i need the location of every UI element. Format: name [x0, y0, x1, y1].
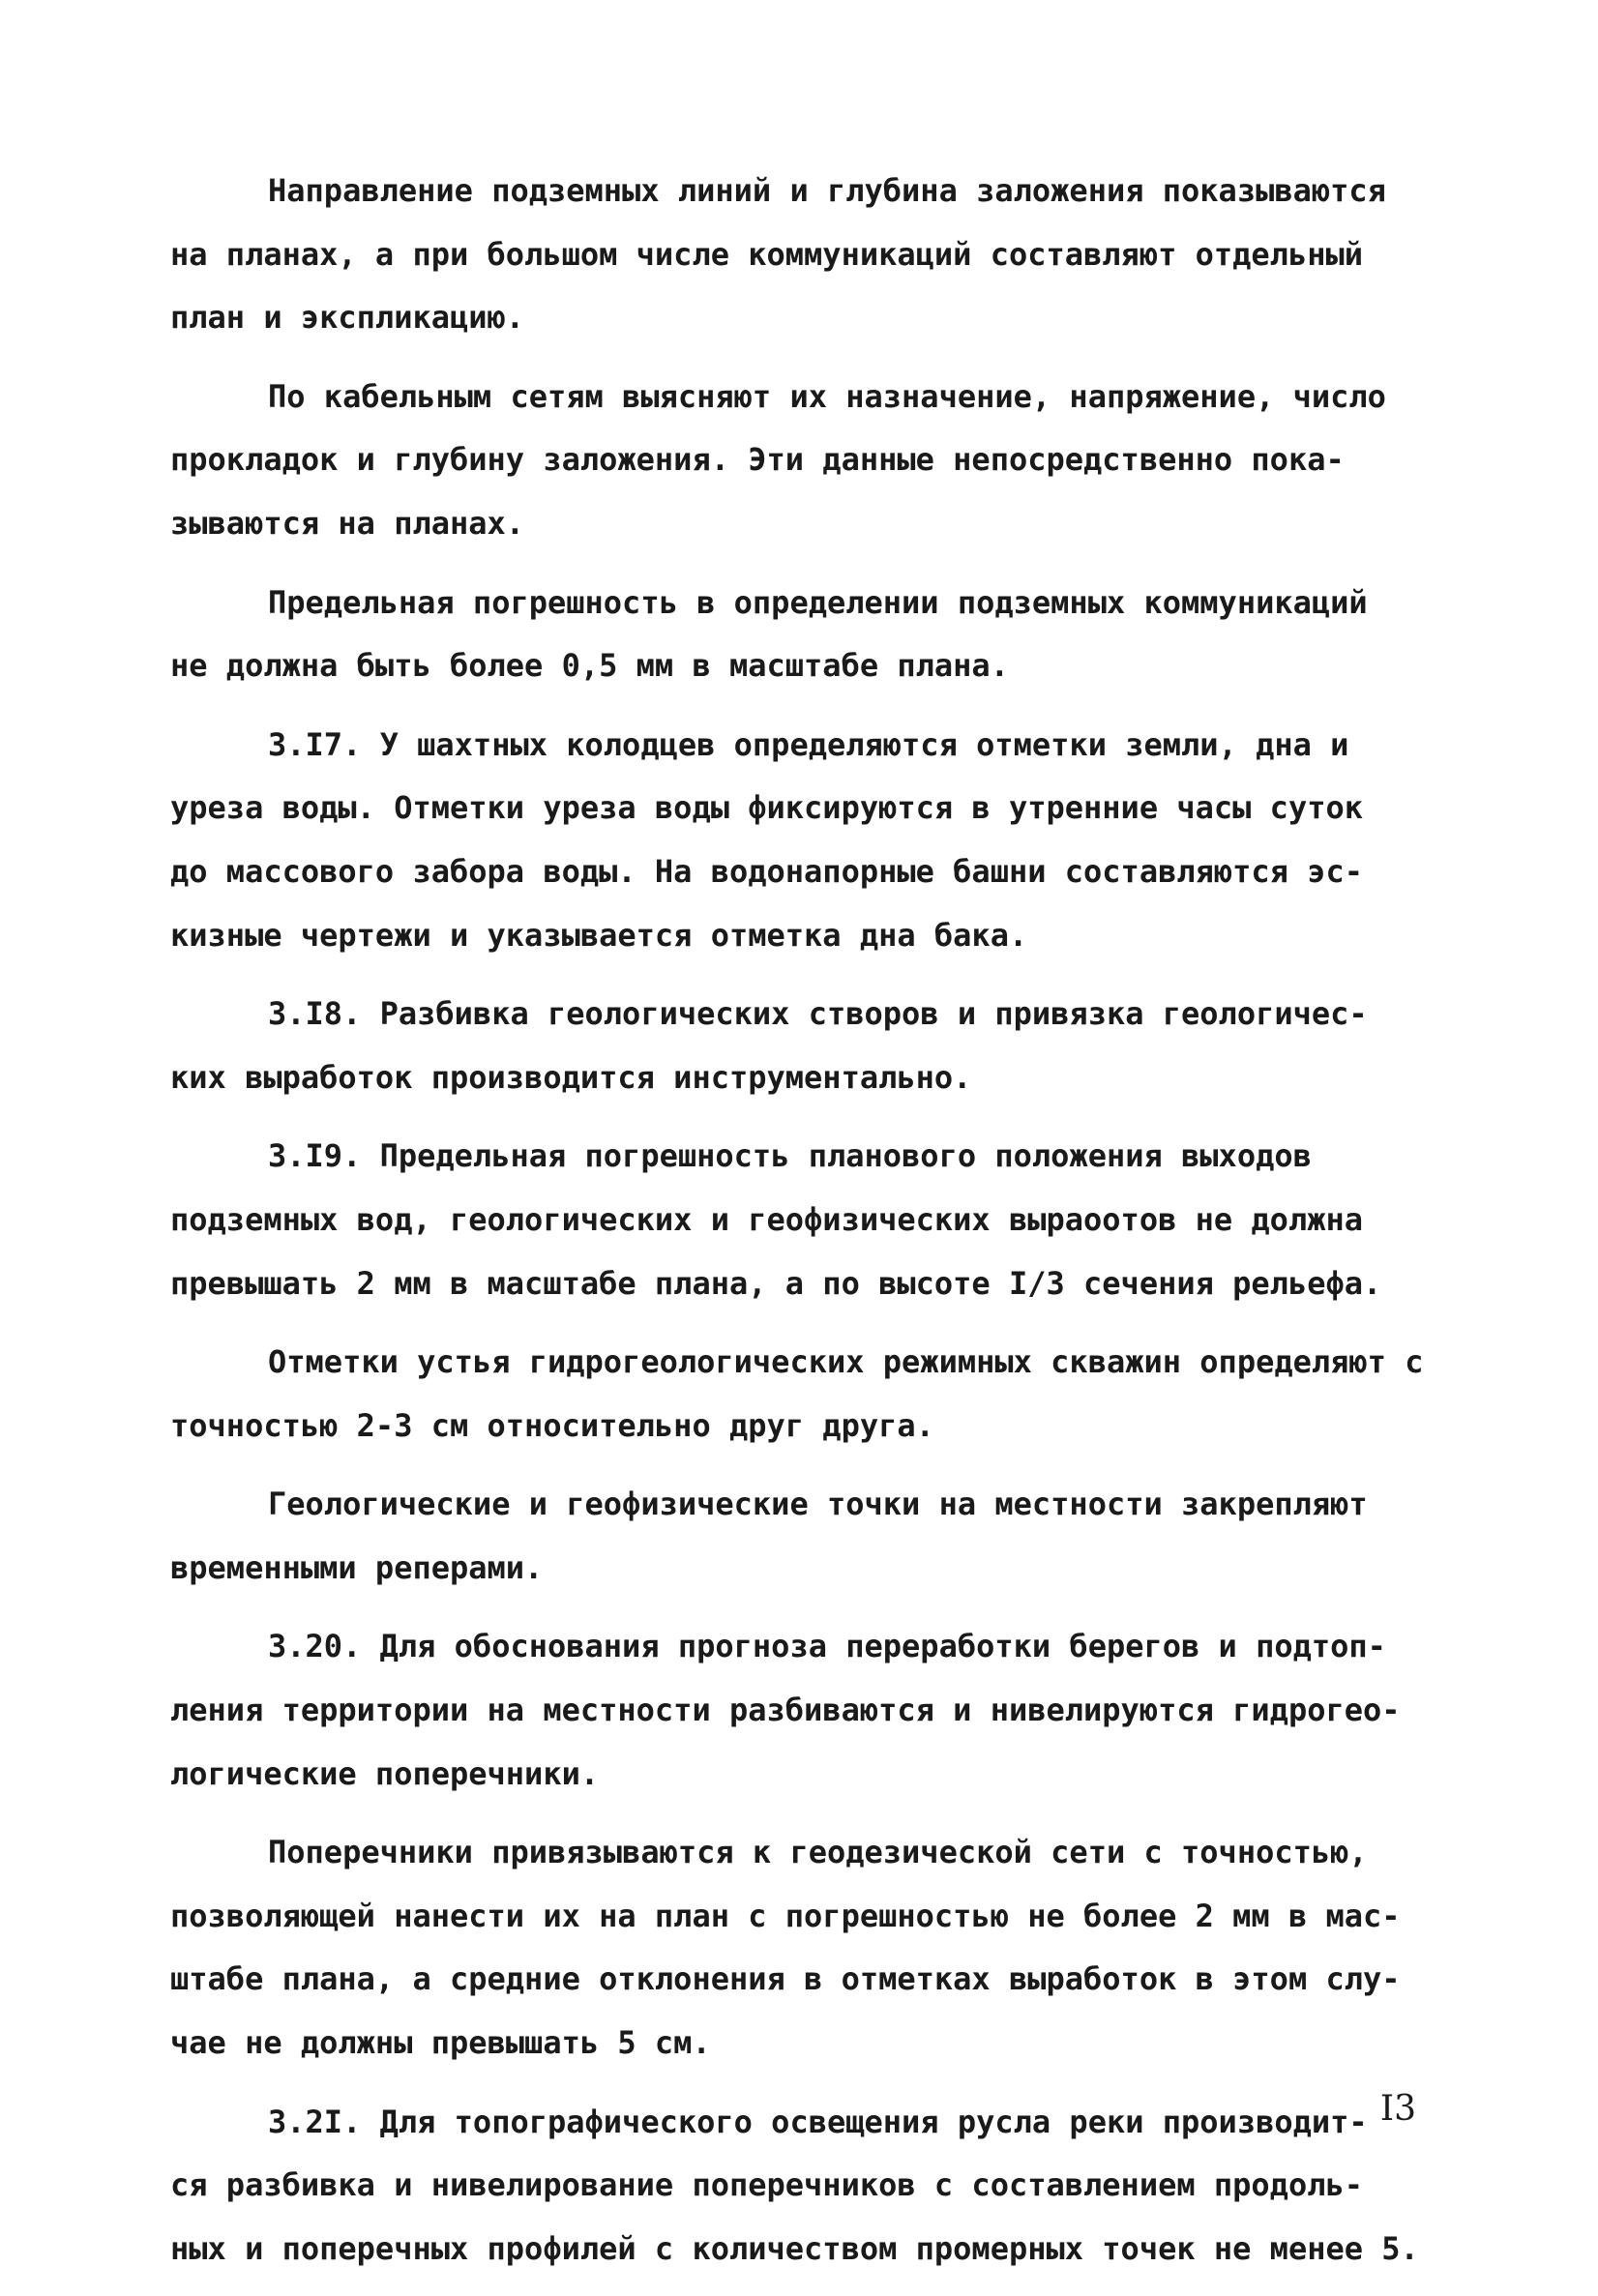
text-line: Отметки устья гидрогеологических режимных скважин определяют с — [268, 1343, 1424, 1381]
paragraph-3-21 — [170, 2091, 1457, 2281]
text-line: 3.I9. Предельная погрешность планового положения выходов — [268, 1137, 1312, 1175]
text-line: 3.2I. Для топографического освещения русла реки производит- — [268, 2103, 1368, 2140]
text-line: штабе плана, а средние отклонения в отметках выработок в этом слу- — [170, 1960, 1401, 1998]
paragraph-3-18 — [170, 983, 1457, 1109]
text-line: временными реперами. — [170, 1548, 544, 1586]
paragraph-10 — [170, 1821, 1457, 2075]
text-line: на планах, а при большом числе коммуникаций составляют отдельный — [170, 235, 1363, 273]
paragraph-7 — [170, 1331, 1457, 1457]
text-line: Предельная погрешность в определении подземных коммуникаций — [268, 583, 1368, 621]
text-line: не должна быть более 0,5 мм в масштабе плана. — [170, 647, 1009, 685]
text-line: ких выработок производится инструментально. — [170, 1058, 972, 1096]
page-number: I3 — [1379, 2089, 1416, 2129]
text-line: 3.I8. Разбивка геологических створов и привязка геологичес- — [268, 995, 1368, 1033]
text-line: уреза воды. Отметки уреза воды фиксируются в утренние часы суток — [170, 789, 1363, 827]
text-line: план и экспликацию. — [170, 299, 525, 337]
text-line: позволяющей нанести их на план с погрешностью не более 2 мм в мас- — [170, 1897, 1401, 1934]
paragraph-3-20 — [170, 1615, 1457, 1806]
text-line: Поперечники привязываются к геодезической сети с точностью, — [268, 1834, 1368, 1871]
paragraph-3-19 — [170, 1125, 1457, 1315]
text-line: ных и поперечных профилей с количеством промерных точек не менее 5. — [170, 2229, 1419, 2267]
text-line: подземных вод, геологических и геофизических выраоотов не должна — [170, 1200, 1363, 1238]
paragraph-3-17 — [170, 714, 1457, 967]
text-line: Геологические и геофизические точки на местности закрепляют — [268, 1486, 1368, 1523]
text-line: По кабельным сетям выясняют их назначение, напряжение, число — [268, 377, 1386, 415]
text-line: кизные чертежи и указывается отметка дна бака. — [170, 916, 1028, 954]
text-line: зываются на планах. — [170, 504, 525, 542]
text-line: 3.I7. У шахтных колодцев определяются отметки земли, дна и — [268, 725, 1349, 763]
text-line: 3.20. Для обоснования прогноза переработки берегов и подтоп- — [268, 1628, 1386, 1665]
text-line: до массового забора воды. На водонапорные башни составляются эс- — [170, 852, 1363, 890]
text-line: чае не должны превышать 5 см. — [170, 2024, 711, 2062]
text-line: прокладок и глубину заложения. Эти данные непосредственно пока- — [170, 441, 1345, 479]
paragraph-3 — [170, 572, 1457, 698]
text-line: Направление подземных линий и глубина заложения показываются — [268, 172, 1386, 209]
document-body — [170, 160, 1457, 2296]
text-line: ления территории на местности разбиваются и нивелируются гидрогео- — [170, 1692, 1401, 1729]
paragraph-2 — [170, 366, 1457, 556]
text-line: логические поперечники. — [170, 1754, 600, 1792]
paragraph-1 — [170, 160, 1457, 350]
paragraph-8 — [170, 1473, 1457, 1600]
text-line: превышать 2 мм в масштабе плана, а по высоте I/3 сечения рельефа. — [170, 1264, 1382, 1302]
text-line: ся разбивка и нивелирование поперечников с составлением продоль- — [170, 2166, 1363, 2204]
text-line: точностью 2-3 см относительно друг друга. — [170, 1406, 934, 1444]
